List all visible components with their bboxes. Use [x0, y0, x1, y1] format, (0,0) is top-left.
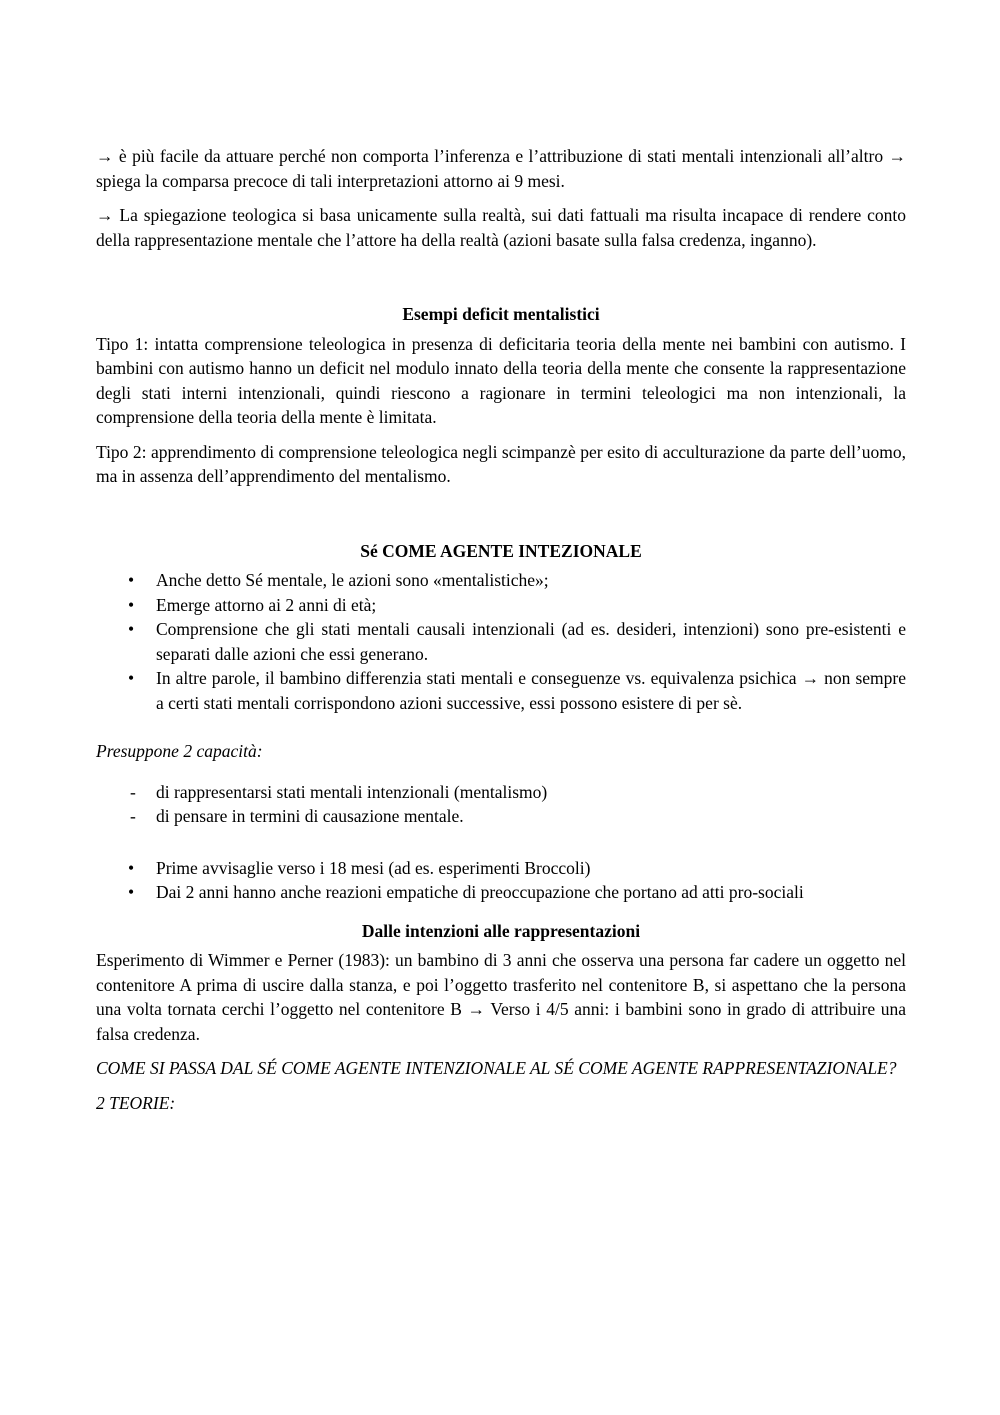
agente-bullet-list-2 — [96, 856, 906, 905]
rappresentazioni-paragraph-1: Esperimento di Wimmer e Perner (1983): un bambino di 3 anni che osserva una persona far cadere un oggetto nel contenitore A prima di uscire dalla stanza, e poi l’oggetto trasferito nel contenitore B, si aspettano che la persona una volta tornata cerchi l’oggetto nel contenitore B → Verso i 4/5 anni: i bambini sono in grado di attribuire una falsa credenza. — [96, 950, 906, 1044]
list-item: • Dai 2 anni hanno anche reazioni empatiche di preoccupazione che portano ad atti pro-sociali — [96, 880, 906, 905]
agente-bullet-list — [96, 568, 906, 715]
capacita-dash-list — [96, 780, 906, 829]
deficit-paragraph-2: Tipo 2: apprendimento di comprensione teleologica negli scimpanzè per esito di acculturazione da parte dell’uomo, ma in assenza dell’apprendimento del mentalismo. — [96, 441, 906, 486]
list-item: • Comprensione che gli stati mentali causali intenzionali (ad es. desideri, intenzioni) sono pre-esistenti e separati dalle azioni che essi generano. — [96, 617, 906, 666]
agente-heading: Sé COME AGENTE INTEZIONALE — [360, 540, 642, 561]
list-item: • In altre parole, il bambino differenzia stati mentali e conseguenze vs. equivalenza psichica → non sempre a certi stati mentali corrispondono azioni successive, essi possono esistere di per sè. — [96, 666, 906, 715]
list-item: • Anche detto Sé mentale, le azioni sono «mentalistiche»; — [96, 568, 906, 593]
presuppone-label: Presuppone 2 capacità: — [96, 741, 263, 761]
list-item: • Emerge attorno ai 2 anni di età; — [96, 593, 906, 618]
teorie-label: 2 TEORIE: — [96, 1092, 176, 1113]
list-item: • Prime avvisaglie verso i 18 mesi (ad es. esperimenti Broccoli) — [96, 856, 906, 881]
document-page — [96, 144, 906, 1115]
deficit-heading: Esempi deficit mentalistici — [402, 304, 600, 324]
intro-paragraph-2: → La spiegazione teologica si basa unicamente sulla realtà, sui dati fattuali ma risulta incapace di rendere conto della rappresentazione mentale che l’attore ha della realtà (azioni basate sulla falsa credenza, inganno). — [96, 205, 906, 250]
list-item: - di pensare in termini di causazione mentale. — [96, 804, 906, 829]
rappresentazioni-question: COME SI PASSA DAL SÉ COME AGENTE INTENZIONALE AL SÉ COME AGENTE RAPPRESENTAZIONALE? — [96, 1058, 897, 1078]
rappresentazioni-heading: Dalle intenzioni alle rappresentazioni — [361, 920, 641, 941]
list-item: - di rappresentarsi stati mentali intenzionali (mentalismo) — [96, 780, 906, 805]
intro-paragraph-1: → è più facile da attuare perché non comporta l’inferenza e l’attribuzione di stati mentali intenzionali all’altro → spiega la comparsa precoce di tali interpretazioni attorno ai 9 mesi. — [96, 146, 906, 191]
deficit-paragraph-1: Tipo 1: intatta comprensione teleologica in presenza di deficitaria teoria della mente nei bambini con autismo. I bambini con autismo hanno un deficit nel modulo innato della teoria della mente che consente la rappresentazione degli stati interni intenzionali, quindi riescono a ragionare in termini teleologici ma non intenzionali, la comprensione della teoria della mente è limitata. — [96, 333, 906, 427]
